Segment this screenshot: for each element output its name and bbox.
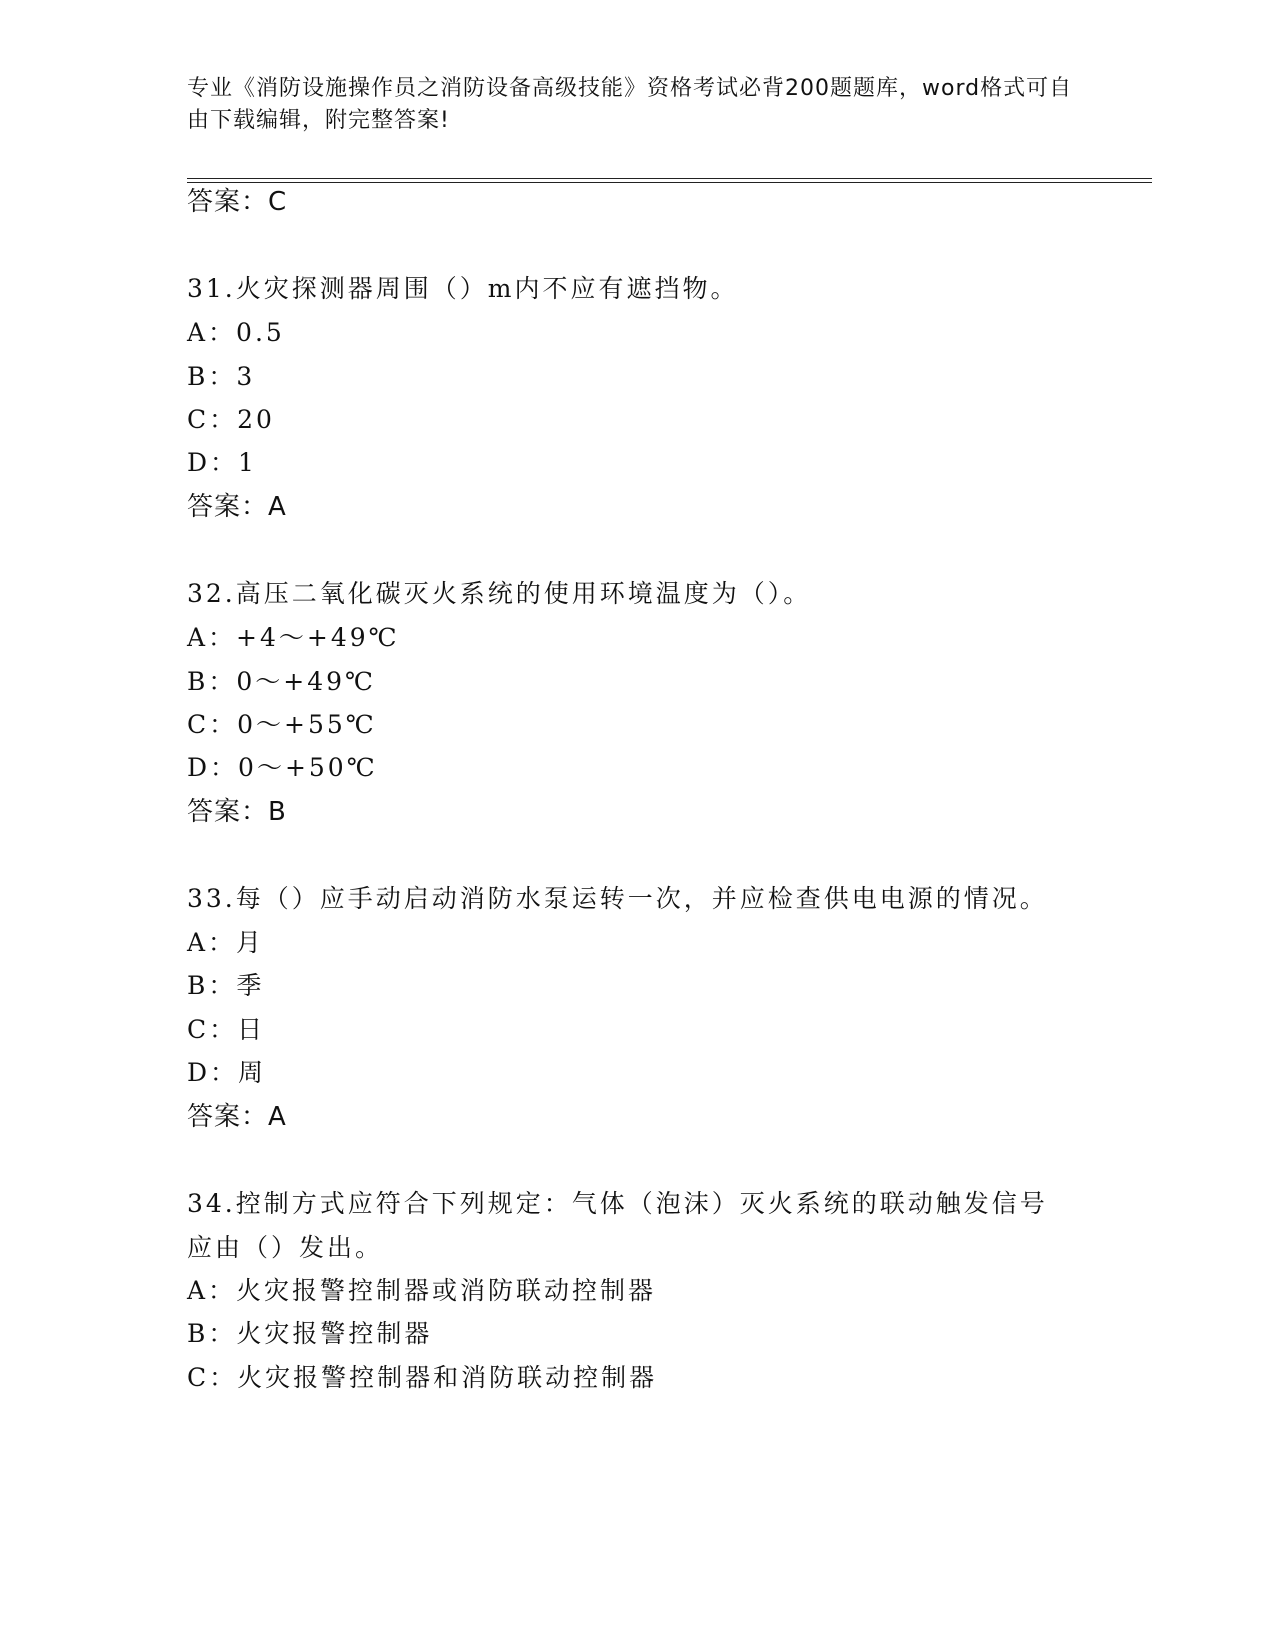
option-a: A：0.5: [187, 318, 285, 347]
header-rule-bottom: [187, 182, 1152, 183]
question-text-continued: 应由（）发出。: [187, 1233, 384, 1262]
question-text: 31.火灾探测器周围（）m内不应有遮挡物。: [187, 274, 739, 303]
option-d: D：0～+50℃: [187, 753, 378, 782]
option-d: D：周: [187, 1058, 267, 1087]
answer-line: 答案：C: [187, 187, 288, 217]
option-c: C：0～+55℃: [187, 710, 377, 739]
option-c: C：20: [187, 405, 275, 434]
question-text: 32.高压二氧化碳灭火系统的使用环境温度为（）。: [187, 579, 812, 608]
option-b: B：火灾报警控制器: [187, 1319, 433, 1348]
document-header: 专业《消防设施操作员之消防设备高级技能》资格考试必背200题题库，word格式可自由下载编辑，附完整答案!: [187, 76, 1073, 133]
option-b: B：0～+49℃: [187, 667, 377, 696]
option-c: C：火灾报警控制器和消防联动控制器: [187, 1363, 658, 1392]
option-a: A：火灾报警控制器或消防联动控制器: [187, 1276, 657, 1305]
question-text: 34.控制方式应符合下列规定：气体（泡沫）灭火系统的联动触发信号: [187, 1189, 1048, 1218]
option-d: D：1: [187, 448, 257, 477]
option-c: C：日: [187, 1015, 266, 1044]
option-b: B：季: [187, 971, 265, 1000]
answer-line: 答案：A: [187, 1102, 287, 1132]
answer-line: 答案：A: [187, 492, 287, 522]
answer-line: 答案：B: [187, 797, 287, 827]
question-text: 33.每（）应手动启动消防水泵运转一次，并应检查供电电源的情况。: [187, 884, 1048, 913]
header-rule-top: [187, 178, 1152, 179]
option-b: B：3: [187, 362, 256, 391]
option-a: A：+4～+49℃: [187, 623, 400, 652]
option-a: A：月: [187, 928, 265, 957]
